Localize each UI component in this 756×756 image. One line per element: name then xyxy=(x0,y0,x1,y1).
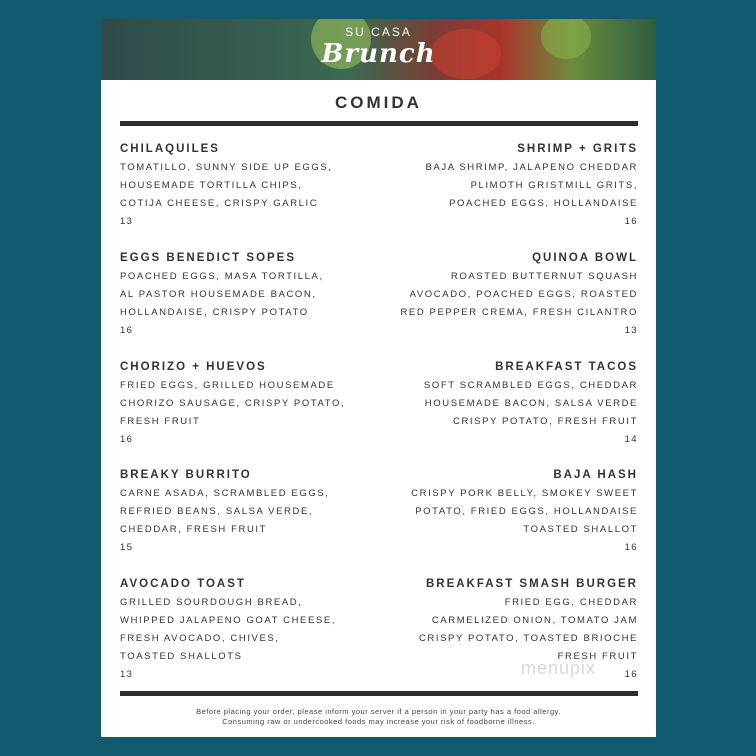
item-name: BREAKFAST SMASH BURGER xyxy=(425,578,638,590)
allergy-notice xyxy=(101,707,656,727)
item-price: 14 xyxy=(624,434,638,445)
menu-item-chorizo-huevos xyxy=(120,357,380,449)
item-name: BREAKFAST TACOS xyxy=(495,361,638,373)
item-name: CHILAQUILES xyxy=(120,143,220,155)
item-description: FRESH AVOCADO, CHIVES, xyxy=(120,633,280,644)
item-description: TOASTED SHALLOTS xyxy=(120,651,243,662)
menu-item-breaky-burrito xyxy=(120,465,380,557)
item-description: TOASTED SHALLOT xyxy=(523,524,638,535)
item-description: POACHED EGGS, HOLLANDAISE xyxy=(449,198,638,209)
item-price: 16 xyxy=(120,434,134,445)
item-description: WHIPPED JALAPENO GOAT CHEESE, xyxy=(120,615,337,626)
item-name: CHORIZO + HUEVOS xyxy=(120,361,267,373)
item-description: ROASTED BUTTERNUT SQUASH xyxy=(450,271,638,282)
bottom-divider xyxy=(120,691,638,696)
item-name: EGGS BENEDICT SOPES xyxy=(120,252,297,264)
item-price: 13 xyxy=(624,325,638,336)
menu-item-eggs-benedict-sopes xyxy=(120,248,380,340)
item-description: CARMELIZED ONION, TOMATO JAM xyxy=(431,615,638,626)
item-description: FRESH FRUIT xyxy=(120,416,201,427)
section-title: COMIDA xyxy=(335,93,422,112)
menu-item-quinoa-bowl xyxy=(378,248,638,340)
item-description: CRISPY POTATO, FRESH FRUIT xyxy=(453,416,638,427)
item-name: BREAKY BURRITO xyxy=(120,469,252,481)
item-description: RED PEPPER CREMA, FRESH CILANTRO xyxy=(400,307,638,318)
item-price: 13 xyxy=(120,216,134,227)
banner-title: Brunch xyxy=(321,39,436,69)
menu-item-breakfast-smash-burger xyxy=(378,574,638,684)
item-price: 15 xyxy=(120,542,134,553)
menu-item-avocado-toast xyxy=(120,574,380,684)
item-description: CARNE ASADA, SCRAMBLED EGGS, xyxy=(120,488,330,499)
watermark: menupix xyxy=(521,658,597,678)
menu-item-shrimp-grits xyxy=(378,139,638,231)
item-description: FRIED EGGS, GRILLED HOUSEMADE xyxy=(120,380,335,391)
item-description: CHEDDAR, FRESH FRUIT xyxy=(120,524,268,535)
allergy-notice-line: Before placing your order, please inform your server if a person in your party has a food allergy. xyxy=(196,707,561,716)
allergy-notice-line: Consuming raw or undercooked foods may increase your risk of foodborne illness. xyxy=(222,717,535,726)
item-description: PLIMOTH GRISTMILL GRITS, xyxy=(470,180,638,191)
menu-item-breakfast-tacos xyxy=(378,357,638,449)
item-name: SHRIMP + GRITS xyxy=(517,143,638,155)
item-description: CHORIZO SAUSAGE, CRISPY POTATO, xyxy=(120,398,346,409)
item-name: BAJA HASH xyxy=(553,469,638,481)
item-description: AVOCADO, POACHED EGGS, ROASTED xyxy=(409,289,638,300)
item-description: REFRIED BEANS, SALSA VERDE, xyxy=(120,506,314,517)
item-price: 16 xyxy=(624,669,638,680)
item-price: 13 xyxy=(120,669,134,680)
item-name: QUINOA BOWL xyxy=(532,252,638,264)
item-description: POACHED EGGS, MASA TORTILLA, xyxy=(120,271,324,282)
item-name: AVOCADO TOAST xyxy=(120,578,246,590)
item-description: FRIED EGG, CHEDDAR xyxy=(504,597,638,608)
item-description: FRESH FRUIT xyxy=(557,651,638,662)
banner-subtitle: SU CASA xyxy=(345,25,412,39)
menu-page xyxy=(101,19,656,737)
item-price: 16 xyxy=(624,542,638,553)
item-description: COTIJA CHEESE, CRISPY GARLIC xyxy=(120,198,319,209)
item-description: AL PASTOR HOUSEMADE BACON, xyxy=(120,289,317,300)
item-description: GRILLED SOURDOUGH BREAD, xyxy=(120,597,303,608)
menu-item-chilaquiles xyxy=(120,139,380,231)
item-description: SOFT SCRAMBLED EGGS, CHEDDAR xyxy=(423,380,638,391)
item-description: HOUSEMADE BACON, SALSA VERDE xyxy=(424,398,638,409)
item-description: CRISPY POTATO, TOASTED BRIOCHE xyxy=(418,633,638,644)
banner-image xyxy=(101,19,656,80)
item-description: TOMATILLO, SUNNY SIDE UP EGGS, xyxy=(120,162,333,173)
item-description: BAJA SHRIMP, JALAPENO CHEDDAR xyxy=(425,162,638,173)
menu-item-baja-hash xyxy=(378,465,638,557)
item-description: CRISPY PORK BELLY, SMOKEY SWEET xyxy=(411,488,638,499)
item-price: 16 xyxy=(120,325,134,336)
item-description: HOLLANDAISE, CRISPY POTATO xyxy=(120,307,309,318)
item-description: POTATO, FRIED EGGS, HOLLANDAISE xyxy=(415,506,638,517)
item-price: 16 xyxy=(624,216,638,227)
top-divider xyxy=(120,121,638,126)
item-description: HOUSEMADE TORTILLA CHIPS, xyxy=(120,180,303,191)
